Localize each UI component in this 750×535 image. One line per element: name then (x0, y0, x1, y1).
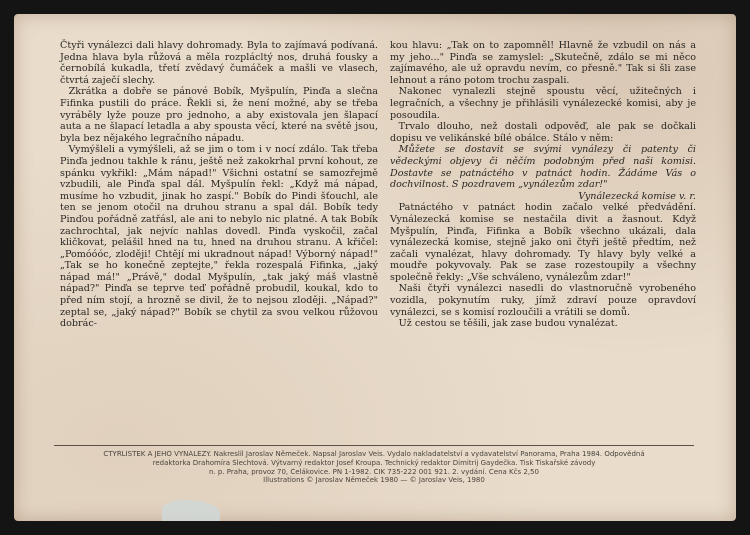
right-text-column (390, 40, 696, 330)
book-page (14, 14, 736, 521)
letter-signature: Vynálezecká komise v. r. (578, 190, 696, 202)
imprint-line: Illustrations © Jaroslav Němeček 1980 — © Jaroslav Veis, 1980 (263, 476, 485, 485)
paragraph: Naši čtyři vynálezci nasedli do vlastnoručně vyrobeného vozidla, pokynutím ruky, jímž zdraví pouze opravdoví vynálezci, se s komisí rozloučili a vrátili se domů. (390, 283, 696, 318)
paragraph: Nakonec vynalezli stejně spoustu věcí, užitečných i legračních, a všechny je přihlásili vynálezecké komisi, aby je posoudila. (390, 86, 696, 121)
paragraph: Patnáctého v patnáct hodin začalo velké předvádění. Vynálezecká komise se nestačila divit a žasnout. Když Myšpulín, Pinďa, Fifinka a Bobík všechno ukázali, dala vynálezecká komise, stejně jako oni čtyři ještě předtím, než začali vynalézat, hlavy dohromady. Ty hlavy byly velké a moudře pokyvovaly. Pak se zase rozestoupily a všechny společně řekly: „Vše schváleno, vynálezům zdar!" (390, 202, 696, 283)
imprint-divider (54, 445, 694, 446)
imprint-line: redaktorka Drahomíra Šlechtová. Výtvarný redaktor Josef Kroupa. Technický redaktor Dimitrij Gaydečka. Tisk Tiskařské závody (152, 458, 596, 467)
imprint (54, 450, 694, 485)
letter-text: Můžete se dostavit se svými vynálezy či patenty či vědeckými objevy či něčím podobným před naši komisi. Dostavte se patnáctého v patnáct hodin. Žádáme Vás o dochvilnost. S pozdravem „vynálezům zdar!" (390, 144, 696, 191)
imprint-line: n. p. Praha, provoz 70, Čelákovice. PN 1-1982. ČIK 735-222 001 921. 2. vydání. Cena Kčs 2,50 (209, 467, 539, 476)
left-text-column (60, 40, 378, 330)
paragraph: Čtyři vynálezci dali hlavy dohromady. Byla to zajímavá podívaná. Jedna hlava byla růžová a měla rozplácltý nos, druhá fousky a černobílá kukadla, třetí zvědavý čumáček a mašli ve vlasech, čtvrtá zaječí slechy. (60, 40, 378, 86)
paper-damage (162, 500, 220, 521)
paragraph: Vymýšleli a vymýšleli, až se jim o tom i v nocí zdálo. Tak třeba Pinďa jednou takhle k ránu, ještě než zakokrhal první kohout, ze spánku vykřikl: „Mám nápad!" Všichni ostatní se samozřejmě vzbudili, ale Pinďa spal dál. Myšpulín řekl: „Když má nápad, musíme ho vzbudit, jinak ho zaspí." Bobík do Pindi šťouchl, ale ten se jenom otočil na druhou stranu a spal dál. Bobík tedy Pinďou pořádně zatřásl, ale ani to nebylo nic platné. A tak Bobík zachrochtal, jak nejvíc nahlas dovedl. Pinďa vyskočil, začal kličkovat, pelášil hned na tu, hned na druhou stranu. A křičel: „Pomóóóc, zloději! Chtějí mi ukradnout nápad! Výborný nápad!" „Tak se ho konečně zeptejte," řekla rozespalá Fifinka, „jaký nápad má!" „Právě," dodal Myšpulín, „tak jaký máš vlastně nápad?" Pinďa se teprve teď pořádně probudil, koukal, kdo to před ním stojí, a hrozně se divil, že to nejsou zloději. „Nápad?" zeptal se, „jaký nápad?" Bobík se chytil za svou velkou růžovou dobrác- (60, 144, 378, 330)
paragraph: Zkrátka a dobře se pánové Bobík, Myšpulín, Pinďa a slečna Fifinka pustili do práce. Řekli si, že není možné, aby se třeba vyráběly lyže pouze pro jednoho, a aby existovala jen šlapací auta a ne šlapací letadla a aby spousta věcí, které na světě jsou, byla bez nějakého legračního nápadu. (60, 86, 378, 144)
imprint-line: ČTYŘLÍSTEK A JEHO VYNÁLEZY. Nakreslil Jaroslav Němeček. Napsal Jaroslav Veis. Vydalo nakladatelství a vydavatelství Panorama, Praha 1984. Odpovědná (103, 450, 645, 458)
paragraph: Už cestou se těšili, jak zase budou vynalézat. (398, 318, 618, 330)
paragraph: kou hlavu: „Tak on to zapomněl! Hlavně že vzbudil on nás a my jeho..." Pinďa se zamyslel: „Skutečně, zdálo se mi něco zajímavého, ale už opravdu nevím, co přesně." Tak si šli zase lehnout a ráno potom trochu zaspali. (390, 40, 696, 86)
paragraph: Trvalo dlouho, než dostali odpověď, ale pak se dočkali dopisu ve velikánské bílé obálce. Stálo v něm: (390, 121, 696, 144)
